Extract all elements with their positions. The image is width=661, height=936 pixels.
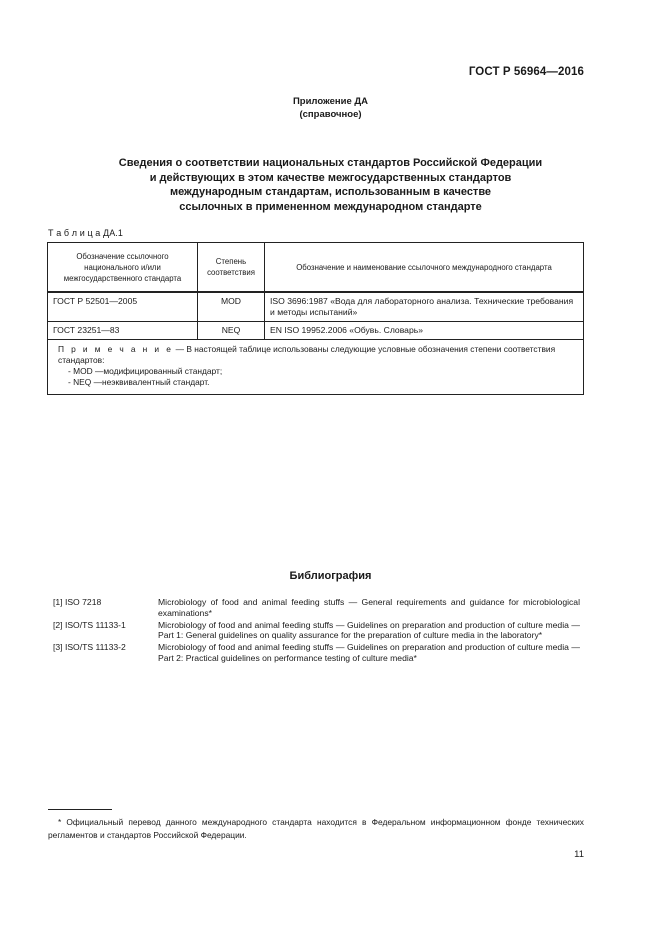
note-label: П р и м е ч а н и е	[58, 344, 174, 354]
correspondence-table	[47, 242, 584, 395]
table-caption: Т а б л и ц а ДА.1	[48, 228, 124, 238]
bibliography-item	[53, 597, 580, 619]
cell-degree: NEQ	[198, 322, 265, 340]
appendix-heading	[0, 95, 661, 121]
footnote: * Официальный перевод данного международного стандарта находится в Федеральном информационном фонде технических регламентов и стандартов Российской Федерации.	[48, 817, 584, 840]
cell-national: ГОСТ 23251—83	[48, 322, 198, 340]
appendix-subtitle: (справочное)	[299, 109, 362, 120]
standard-id: ГОСТ Р 56964—2016	[468, 66, 584, 78]
page-number: 11	[574, 849, 584, 860]
header-international-standard: Обозначение и наименование ссылочного международного стандарта	[265, 243, 584, 293]
note-intro	[58, 344, 573, 366]
table-note	[48, 340, 584, 395]
header-degree: Степень соответствия	[198, 243, 265, 293]
bibliography-text: Microbiology of food and animal feeding stuffs — General requirements and guidance for microbiological examinations*	[158, 597, 580, 618]
section-title-line: Сведения о соответствии национальных стандартов Российской Федерации	[118, 157, 543, 169]
bibliography-ref: [2] ISO/TS 11133-1	[53, 619, 126, 630]
note-text: — В настоящей таблице использованы следующие условные обозначения степени соответствия стандартов:	[58, 344, 556, 365]
note-item: - NEQ —неэквивалентный стандарт.	[68, 377, 210, 387]
cell-international: ISO 3696:1987 «Вода для лабораторного анализа. Технические требования и методы испытаний»	[265, 292, 584, 322]
bibliography-text: Microbiology of food and animal feeding stuffs — Guidelines on preparation and production of culture media — Part 1: General guidelines on quality assurance for the preparation of culture media in the laboratory*	[158, 619, 580, 641]
footnote-divider	[48, 809, 112, 810]
note-item: - MOD —модифицированный стандарт;	[68, 366, 223, 376]
section-title-line: ссылочных в примененном международном стандарте	[179, 200, 482, 213]
table-row	[48, 292, 584, 322]
bibliography-title: Библиография	[289, 570, 372, 582]
cell-national: ГОСТ Р 52501—2005	[48, 292, 198, 322]
bibliography-list	[53, 597, 580, 665]
bibliography-text: Microbiology of food and animal feeding stuffs — Guidelines on preparation and production of culture media — Part 2: Practical guidelines on performance testing of culture media*	[158, 642, 580, 663]
table-note-row	[48, 340, 584, 395]
section-title	[60, 156, 601, 214]
cell-degree: MOD	[198, 292, 265, 322]
header-national-standard: Обозначение ссылочного национального и/или межгосударственного стандарта	[48, 243, 198, 293]
section-title-line: международным стандартам, использованным в качестве	[169, 186, 492, 198]
bibliography-item	[53, 620, 580, 642]
table-row	[48, 322, 584, 340]
table-header-row	[48, 243, 584, 293]
bibliography-item	[53, 642, 580, 664]
bibliography-ref: [3] ISO/TS 11133-2	[53, 642, 126, 653]
appendix-title: Приложение ДА	[292, 96, 369, 107]
cell-international: EN ISO 19952.2006 «Обувь. Словарь»	[265, 322, 584, 340]
section-title-line: и действующих в этом качестве межгосударственных стандартов	[149, 171, 512, 184]
bibliography-ref: [1] ISO 7218	[53, 597, 102, 607]
